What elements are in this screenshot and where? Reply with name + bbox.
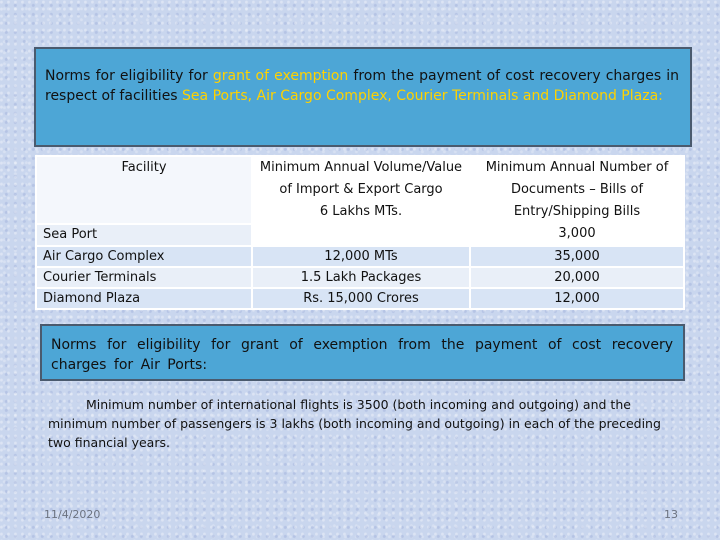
cell-documents: 12,000 — [470, 288, 684, 309]
cell-facility: Courier Terminals — [36, 267, 252, 288]
heading-text: Norms for eligibility for grant of exemption from the payment of cost recovery charges for Air Ports: — [51, 337, 673, 373]
heading-highlight-facilities: Sea Ports, Air Cargo Complex, Courier Terminals and Diamond Plaza: — [182, 88, 663, 104]
cell-documents: 3,000 — [558, 226, 596, 241]
header-documents-label: Minimum Annual Number of Documents – Bills of Entry/Shipping Bills — [485, 160, 669, 219]
cell-volume: 1.5 Lakh Packages — [252, 267, 470, 288]
heading-box-airports — [40, 324, 685, 381]
heading-box-seaports — [34, 47, 692, 147]
heading-highlight-exemption: grant of exemption — [212, 68, 349, 84]
header-documents — [470, 156, 684, 246]
table-row — [36, 246, 684, 267]
cell-volume: 12,000 MTs — [252, 246, 470, 267]
table-header-row — [36, 156, 684, 224]
table-row — [36, 288, 684, 309]
table-row — [36, 267, 684, 288]
cell-documents: 20,000 — [470, 267, 684, 288]
slide-number: 13 — [664, 508, 678, 521]
heading-text: Norms for eligibility for — [45, 68, 213, 84]
heading-text: from the payment of cost recovery charges in respect of facilities — [45, 68, 680, 104]
airport-norms-note: Minimum number of international flights is 3500 (both incoming and outgoing) and the minimum number of passengers is 3 lakhs (both incoming and outgoing) in each of the preceding two financial years. — [48, 397, 661, 450]
header-volume — [252, 156, 470, 246]
header-volume-label: Minimum Annual Volume/Value of Import & Export Cargo — [259, 160, 463, 197]
cell-facility: Air Cargo Complex — [36, 246, 252, 267]
cell-documents: 35,000 — [470, 246, 684, 267]
cell-volume: 6 Lakhs MTs. — [319, 204, 403, 219]
facility-norms-table — [35, 155, 685, 310]
footer-date: 11/4/2020 — [44, 508, 101, 521]
header-facility: Facility — [36, 156, 252, 224]
cell-facility: Diamond Plaza — [36, 288, 252, 309]
cell-volume: Rs. 15,000 Crores — [252, 288, 470, 309]
cell-facility: Sea Port — [36, 224, 252, 246]
